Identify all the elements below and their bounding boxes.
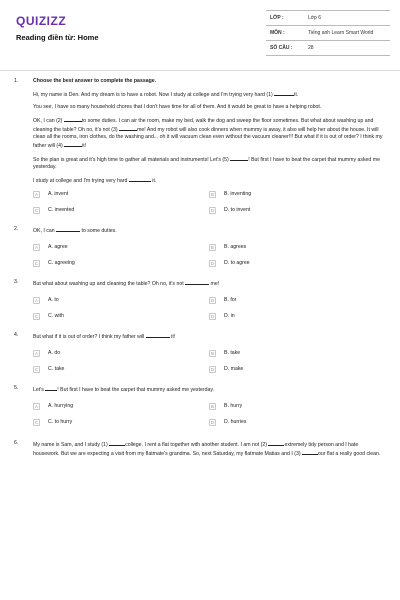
answer-blank <box>146 332 170 338</box>
option-text: A. hurrying <box>48 403 74 409</box>
option-text: B. hurry <box>224 403 243 409</box>
option-text: C. to hurry <box>48 419 73 425</box>
option-letter-box: D <box>210 260 215 266</box>
option-text: A. agree <box>48 244 68 250</box>
answer-options <box>33 400 385 428</box>
option-text: D. to agree <box>224 260 250 266</box>
option-letter-box: B <box>210 403 214 409</box>
meta-row-count <box>266 41 390 56</box>
answer-blank <box>230 155 248 161</box>
option-letter-box: C <box>34 419 39 425</box>
question-text <box>33 385 385 394</box>
option-text: D. make <box>224 366 244 372</box>
option-letter-box: A <box>34 403 38 409</box>
option-b[interactable] <box>209 297 385 304</box>
option-b[interactable] <box>209 350 385 357</box>
option-letter-box: C <box>34 260 39 266</box>
option-letter-box: B <box>210 297 214 303</box>
option-letter-box: A <box>34 350 38 356</box>
option-c[interactable] <box>33 366 209 373</box>
option-a[interactable] <box>33 191 209 198</box>
option-letter-box: A <box>34 191 38 197</box>
question-number: 5. <box>14 385 19 391</box>
option-a[interactable] <box>33 403 209 410</box>
answer-blank <box>129 176 151 182</box>
question-3 <box>0 279 400 322</box>
question-prompt: But what if it is out of order? I think my father will it! <box>33 334 176 340</box>
answer-blank <box>64 116 82 122</box>
question-number: 1. <box>14 78 19 84</box>
option-text: C. take <box>48 366 65 372</box>
header-divider <box>0 70 400 71</box>
option-c[interactable] <box>33 313 209 320</box>
option-letter-box: D <box>210 207 215 213</box>
question-prompt: But what about washing up and cleaning the table? Oh no, it's not me! <box>33 281 220 287</box>
answer-options <box>33 188 385 216</box>
option-b[interactable] <box>209 403 385 410</box>
option-text: C. with <box>48 313 64 319</box>
option-a[interactable] <box>33 244 209 251</box>
question-prompt: Let's ! But first I have to beat the carpet that mummy asked me yesterday. <box>33 387 215 393</box>
option-d[interactable] <box>209 313 385 320</box>
option-d[interactable] <box>209 207 385 214</box>
option-a[interactable] <box>33 350 209 357</box>
option-text: D. to invent <box>224 207 251 213</box>
meta-row-subject <box>266 26 390 41</box>
question-prompt: I study at college and I'm trying very hard it. <box>33 178 157 184</box>
answer-blank <box>45 385 57 391</box>
answer-options <box>33 294 385 322</box>
meta-value: 28 <box>308 45 314 51</box>
answer-blank <box>109 440 125 446</box>
question-instruction: Choose the best answer to complete the passage. <box>33 78 157 84</box>
option-letter-box: B <box>210 191 214 197</box>
answer-options <box>33 241 385 269</box>
passage-paragraph: You see, I have so many household chores that I don't have time for all of them. And it would be great to have a helping robot. <box>33 104 322 110</box>
option-letter-box: D <box>210 366 215 372</box>
meta-label: SỐ CÂU : <box>270 45 293 51</box>
passage-paragraph: OK, I can (2) to some duties. I can air the room, make my bed, walk the dog and sweep the floor sometimes. But what about washing up and cleaning the table? Oh no, it's not (3) me! And my robot will also cook dinners when mummy is away, it also will help her about the house. It will clean all the rooms, iron clothes, do the washing and... oh it will vacuum clean even without the vacuum cleaner!!! But what if it is out of order? I think my father will (4) it! <box>33 118 383 149</box>
option-d[interactable] <box>209 419 385 426</box>
option-letter-box: A <box>34 244 38 250</box>
option-letter-box: C <box>34 366 39 372</box>
worksheet-header <box>0 0 400 64</box>
question-number: 3. <box>14 279 19 285</box>
answer-blank <box>64 141 82 147</box>
option-letter-box: C <box>34 207 39 213</box>
answer-blank <box>119 125 137 131</box>
option-b[interactable] <box>209 244 385 251</box>
option-text: A. to <box>48 297 59 303</box>
meta-value: Lớp 6 <box>308 15 322 21</box>
question-4 <box>0 332 400 375</box>
answer-blank <box>302 449 318 455</box>
option-text: B. take <box>224 350 241 356</box>
option-a[interactable] <box>33 297 209 304</box>
question-number: 2. <box>14 226 19 232</box>
option-c[interactable] <box>33 419 209 426</box>
option-text: B. agrees <box>224 244 247 250</box>
meta-label: LỚP : <box>270 15 284 21</box>
option-text: D. in <box>224 313 235 319</box>
question-text <box>33 440 385 458</box>
question-number: 4. <box>14 332 19 338</box>
meta-value: Tiếng anh Learn Smart World <box>308 30 374 36</box>
question-text <box>33 226 385 235</box>
passage-paragraph: So the plan is great and it's high time to gather all materials and instruments! Let's (5) ! But first I have to beat the carpet that mummy asked me yesterday. <box>33 157 380 170</box>
option-letter-box: B <box>210 244 214 250</box>
question-text <box>33 332 385 341</box>
option-b[interactable] <box>209 191 385 198</box>
option-letter-box: D <box>210 313 215 319</box>
option-c[interactable] <box>33 260 209 267</box>
question-list <box>0 78 400 463</box>
answer-blank <box>274 90 294 96</box>
option-letter-box: B <box>210 350 214 356</box>
question-5 <box>0 385 400 428</box>
option-text: B. inventing <box>224 191 252 197</box>
question-number: 6. <box>14 440 19 446</box>
answer-options <box>33 347 385 375</box>
option-text: C. invented <box>48 207 75 213</box>
option-text: A. invent <box>48 191 69 197</box>
passage-paragraph: Hi, my name is Den. And my dream is to have a robot. Now I study at college and I'm trying very hard (1) it. <box>33 92 299 98</box>
question-6 <box>0 440 400 458</box>
option-text: A. do <box>48 350 61 356</box>
question-2 <box>0 226 400 269</box>
option-d[interactable] <box>209 260 385 267</box>
meta-row-grade <box>266 11 390 26</box>
answer-blank <box>268 440 284 446</box>
question-1 <box>0 78 400 216</box>
option-text: C. agreeing <box>48 260 75 266</box>
option-d[interactable] <box>209 366 385 373</box>
question-text <box>33 279 385 288</box>
option-letter-box: A <box>34 297 38 303</box>
option-letter-box: D <box>210 419 215 425</box>
question-text <box>33 78 385 185</box>
option-letter-box: C <box>34 313 39 319</box>
option-text: D. hurries <box>224 419 247 425</box>
meta-table <box>266 10 390 56</box>
quizizz-logo: QUIZIZZ <box>16 14 67 28</box>
answer-blank <box>185 279 209 285</box>
passage-paragraph: My name is Sam, and I study (1) college. I rent a flat together with another student. I am not (2) extremely tidy person and I hate housework. But we are expecting a visit from my flatmate's grandma. So, next Saturday, my flatmate Matias and I (3) our flat a really good clean. <box>33 442 381 457</box>
option-c[interactable] <box>33 207 209 214</box>
answer-blank <box>56 226 80 232</box>
question-prompt: OK, I can to some duties. <box>33 228 117 234</box>
option-text: B. for <box>224 297 237 303</box>
meta-label: MÔN : <box>270 30 285 36</box>
worksheet-title: Reading điền từ: Home <box>16 33 99 42</box>
